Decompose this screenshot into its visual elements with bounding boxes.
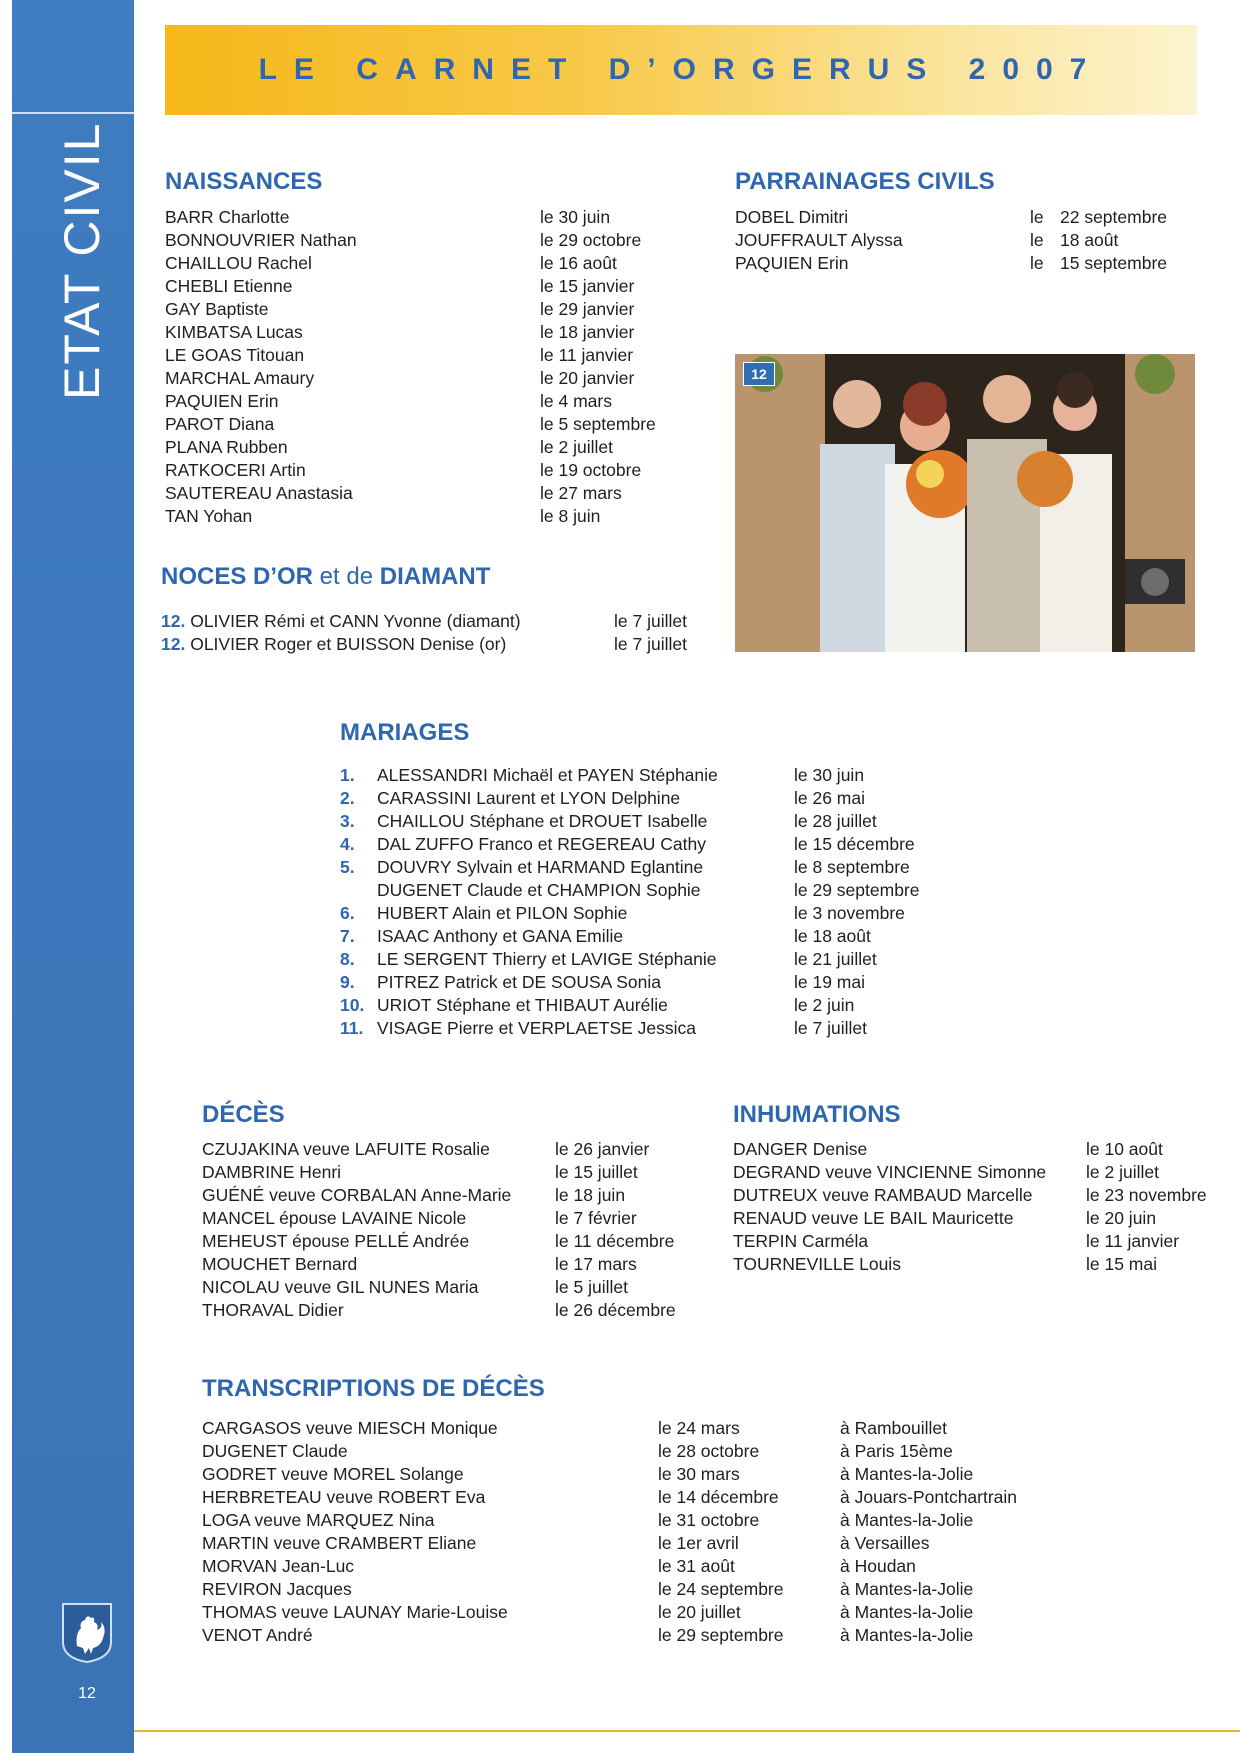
list-item: THOMAS veuve LAUNAY Marie-Louise [202, 1602, 508, 1622]
list-item: JOUFFRAULT Alyssa [735, 230, 903, 250]
couple-names: HUBERT Alain et PILON Sophie [377, 903, 628, 923]
list-item-date: le 7 juillet [614, 634, 687, 654]
list-item-le: le [1030, 253, 1044, 273]
list-item: GODRET veuve MOREL Solange [202, 1464, 464, 1484]
list-item-date: le 10 août [1086, 1139, 1163, 1159]
list-item: PAROT Diana [165, 414, 275, 434]
list-item: MARTIN veuve CRAMBERT Eliane [202, 1533, 477, 1553]
list-item: CARGASOS veuve MIESCH Monique [202, 1418, 498, 1438]
list-item-date: le 2 juin [794, 995, 855, 1015]
list-item-date: le 31 octobre [658, 1510, 760, 1530]
list-item-date: le 29 septembre [658, 1625, 784, 1645]
photo-number-badge: 12 [743, 362, 775, 386]
list-item: REVIRON Jacques [202, 1579, 352, 1599]
couple-names: ISAAC Anthony et GANA Emilie [377, 926, 624, 946]
list-item-date: le 21 juillet [794, 949, 877, 969]
page-title: LE CARNET D’ORGERUS 2007 [258, 53, 1104, 86]
list-item-date: le 20 janvier [540, 368, 635, 388]
sidebar-title: ETAT CIVIL [54, 121, 110, 400]
list-item-date: le 18 juin [555, 1185, 626, 1205]
list-item-date: le 2 juillet [540, 437, 613, 457]
list-item-date: le 5 juillet [555, 1277, 628, 1297]
list-item-date: le 29 janvier [540, 299, 635, 319]
wedding-anniversary-photo [735, 354, 1195, 652]
list-item-date: le 7 juillet [614, 611, 687, 631]
list-item-date: 22 septembre [1060, 207, 1168, 227]
list-item-date: le 30 mars [658, 1464, 740, 1484]
photo-ref-number: 4. [340, 834, 355, 854]
list-item-place: à Versailles [840, 1533, 930, 1553]
list-item: MEHEUST épouse PELLÉ Andrée [202, 1231, 470, 1251]
photo-ref-number: 8. [340, 949, 355, 969]
list-item: THORAVAL Didier [202, 1300, 344, 1320]
section-title-mariages: MARIAGES [340, 719, 470, 746]
list-item: SAUTEREAU Anastasia [165, 483, 353, 503]
list-item: MARCHAL Amaury [165, 368, 315, 388]
photo-ref-number: 11. [340, 1018, 364, 1038]
couple-names: ALESSANDRI Michaël et PAYEN Stéphanie [377, 765, 718, 785]
couple-names: CHAILLOU Stéphane et DROUET Isabelle [377, 811, 708, 831]
list-item-date: le 15 décembre [794, 834, 915, 854]
list-item-date: 18 août [1060, 230, 1119, 250]
list-item: TOURNEVILLE Louis [733, 1254, 901, 1274]
list-item-place: à Jouars-Pontchartrain [840, 1487, 1018, 1507]
section-title-parrainages: PARRAINAGES CIVILS [735, 168, 995, 195]
noces-title-end: DIAMANT [379, 563, 491, 590]
list-item-date: le 11 janvier [540, 345, 634, 365]
photo-ref-number: 12. [161, 634, 186, 654]
list-item-date: le 18 août [794, 926, 871, 946]
list-item: MOUCHET Bernard [202, 1254, 358, 1274]
list-item-date: le 3 novembre [794, 903, 905, 923]
list-item-date: le 26 décembre [555, 1300, 676, 1320]
list-item-date: le 8 septembre [794, 857, 910, 877]
list-item-date: 15 septembre [1060, 253, 1168, 273]
couple-names: DAL ZUFFO Franco et REGEREAU Cathy [377, 834, 707, 854]
list-item: PAQUIEN Erin [735, 253, 849, 273]
list-item-date: le 29 septembre [794, 880, 920, 900]
list-item: DAMBRINE Henri [202, 1162, 342, 1182]
list-item: TERPIN Carméla [733, 1231, 869, 1251]
list-item: CZUJAKINA veuve LAFUITE Rosalie [202, 1139, 490, 1159]
list-item-date: le 14 décembre [658, 1487, 779, 1507]
section-title-deces: DÉCÈS [202, 1101, 285, 1128]
list-item-date: le 26 janvier [555, 1139, 650, 1159]
list-item: DOBEL Dimitri [735, 207, 849, 227]
photo-ref-number: 12. [161, 611, 186, 631]
list-item-date: le 31 août [658, 1556, 735, 1576]
couple-names: PITREZ Patrick et DE SOUSA Sonia [377, 972, 661, 992]
list-item: GUÉNÉ veuve CORBALAN Anne-Marie [202, 1185, 512, 1205]
page-number: 12 [78, 1685, 96, 1702]
list-item-date: le 20 juin [1086, 1208, 1157, 1228]
list-item-date: le 30 juin [540, 207, 611, 227]
list-item-date: le 27 mars [540, 483, 622, 503]
section-title-naissances: NAISSANCES [165, 168, 323, 195]
list-item-date: le 18 janvier [540, 322, 635, 342]
list-item: PAQUIEN Erin [165, 391, 279, 411]
list-item-date: le 5 septembre [540, 414, 656, 434]
list-item: MANCEL épouse LAVAINE Nicole [202, 1208, 467, 1228]
list-item-date: le 23 novembre [1086, 1185, 1207, 1205]
list-item: VENOT André [202, 1625, 313, 1645]
list-item: RENAUD veuve LE BAIL Mauricette [733, 1208, 1014, 1228]
noces-title-mid: et de [313, 563, 380, 590]
list-item: KIMBATSA Lucas [165, 322, 303, 342]
list-item-le: le [1030, 230, 1044, 250]
list-item-date: le 20 juillet [658, 1602, 741, 1622]
list-item-date: le 1er avril [658, 1533, 739, 1553]
list-item: BARR Charlotte [165, 207, 290, 227]
photo-illustration [735, 354, 1195, 652]
list-item-date: le 11 janvier [1086, 1231, 1180, 1251]
section-title-inhumations: INHUMATIONS [733, 1101, 901, 1128]
footer-rule [134, 1730, 1240, 1732]
list-item-place: à Mantes-la-Jolie [840, 1625, 974, 1645]
list-item: HERBRETEAU veuve ROBERT Eva [202, 1487, 486, 1507]
list-item-date: le 16 août [540, 253, 617, 273]
couple-names: URIOT Stéphane et THIBAUT Aurélie [377, 995, 668, 1015]
list-item-place: à Mantes-la-Jolie [840, 1602, 974, 1622]
list-item-place: à Mantes-la-Jolie [840, 1510, 974, 1530]
list-item: PLANA Rubben [165, 437, 288, 457]
photo-ref-number: 7. [340, 926, 355, 946]
noces-title-main: NOCES D’OR [161, 563, 314, 590]
photo-ref-number: 5. [340, 857, 355, 877]
couple-names: VISAGE Pierre et VERPLAETSE Jessica [377, 1018, 697, 1038]
list-item: DUGENET Claude [202, 1441, 348, 1461]
couple-names: LE SERGENT Thierry et LAVIGE Stéphanie [377, 949, 717, 969]
list-item-date: le 19 mai [794, 972, 866, 992]
list-item-date: le 7 juillet [794, 1018, 867, 1038]
list-item-date: le 7 février [555, 1208, 637, 1228]
list-item: DEGRAND veuve VINCIENNE Simonne [733, 1162, 1047, 1182]
photo-ref-number: 6. [340, 903, 355, 923]
list-item-date: le 24 mars [658, 1418, 740, 1438]
list-item: LE GOAS Titouan [165, 345, 305, 365]
list-item-date: le 28 juillet [794, 811, 877, 831]
section-title-transcriptions: TRANSCRIPTIONS DE DÉCÈS [202, 1375, 545, 1402]
couple-names: DOUVRY Sylvain et HARMAND Eglantine [377, 857, 704, 877]
list-item-place: à Houdan [840, 1556, 916, 1576]
list-item: CHAILLOU Rachel [165, 253, 312, 273]
list-item-date: le 17 mars [555, 1254, 637, 1274]
list-item-date: le 15 juillet [555, 1162, 638, 1182]
list-item-date: le 29 octobre [540, 230, 642, 250]
list-item-date: le 19 octobre [540, 460, 642, 480]
list-item: DANGER Denise [733, 1139, 868, 1159]
couple-names: DUGENET Claude et CHAMPION Sophie [377, 880, 701, 900]
list-item-place: à Mantes-la-Jolie [840, 1579, 974, 1599]
list-item-date: le 15 janvier [540, 276, 635, 296]
sidebar [12, 0, 134, 1753]
list-item: CHEBLI Etienne [165, 276, 293, 296]
list-item-place: à Paris 15ème [840, 1441, 953, 1461]
list-item: RATKOCERI Artin [165, 460, 306, 480]
list-item-place: à Rambouillet [840, 1418, 947, 1438]
list-item-date: le 8 juin [540, 506, 601, 526]
list-item: GAY Baptiste [165, 299, 269, 319]
list-item: DUTREUX veuve RAMBAUD Marcelle [733, 1185, 1033, 1205]
list-item-date: le 15 mai [1086, 1254, 1158, 1274]
couple-names: CARASSINI Laurent et LYON Delphine [377, 788, 681, 808]
list-item [161, 610, 521, 633]
photo-ref-number: 1. [340, 765, 355, 785]
list-item-date: le 11 décembre [555, 1231, 675, 1251]
couple-names: OLIVIER Roger et BUISSON Denise (or) [190, 634, 507, 654]
list-item-date: le 24 septembre [658, 1579, 784, 1599]
photo-ref-number: 10. [340, 995, 365, 1015]
header-band [165, 25, 1197, 115]
list-item: MORVAN Jean-Luc [202, 1556, 355, 1576]
list-item: BONNOUVRIER Nathan [165, 230, 357, 250]
couple-names: OLIVIER Rémi et CANN Yvonne (diamant) [190, 611, 521, 631]
list-item-date: le 4 mars [540, 391, 612, 411]
photo-ref-number: 2. [340, 788, 355, 808]
list-item: LOGA veuve MARQUEZ Nina [202, 1510, 435, 1530]
list-item: TAN Yohan [165, 506, 253, 526]
list-item-date: le 30 juin [794, 765, 865, 785]
photo-ref-number: 9. [340, 972, 355, 992]
rooster-shield-icon [61, 1602, 113, 1664]
list-item-le: le [1030, 207, 1044, 227]
list-item-date: le 2 juillet [1086, 1162, 1159, 1182]
list-item: NICOLAU veuve GIL NUNES Maria [202, 1277, 479, 1297]
list-item-date: le 28 octobre [658, 1441, 760, 1461]
photo-ref-number: 3. [340, 811, 355, 831]
section-title-noces [161, 563, 490, 591]
list-item-place: à Mantes-la-Jolie [840, 1464, 974, 1484]
list-item [161, 633, 506, 656]
list-item-date: le 26 mai [794, 788, 866, 808]
